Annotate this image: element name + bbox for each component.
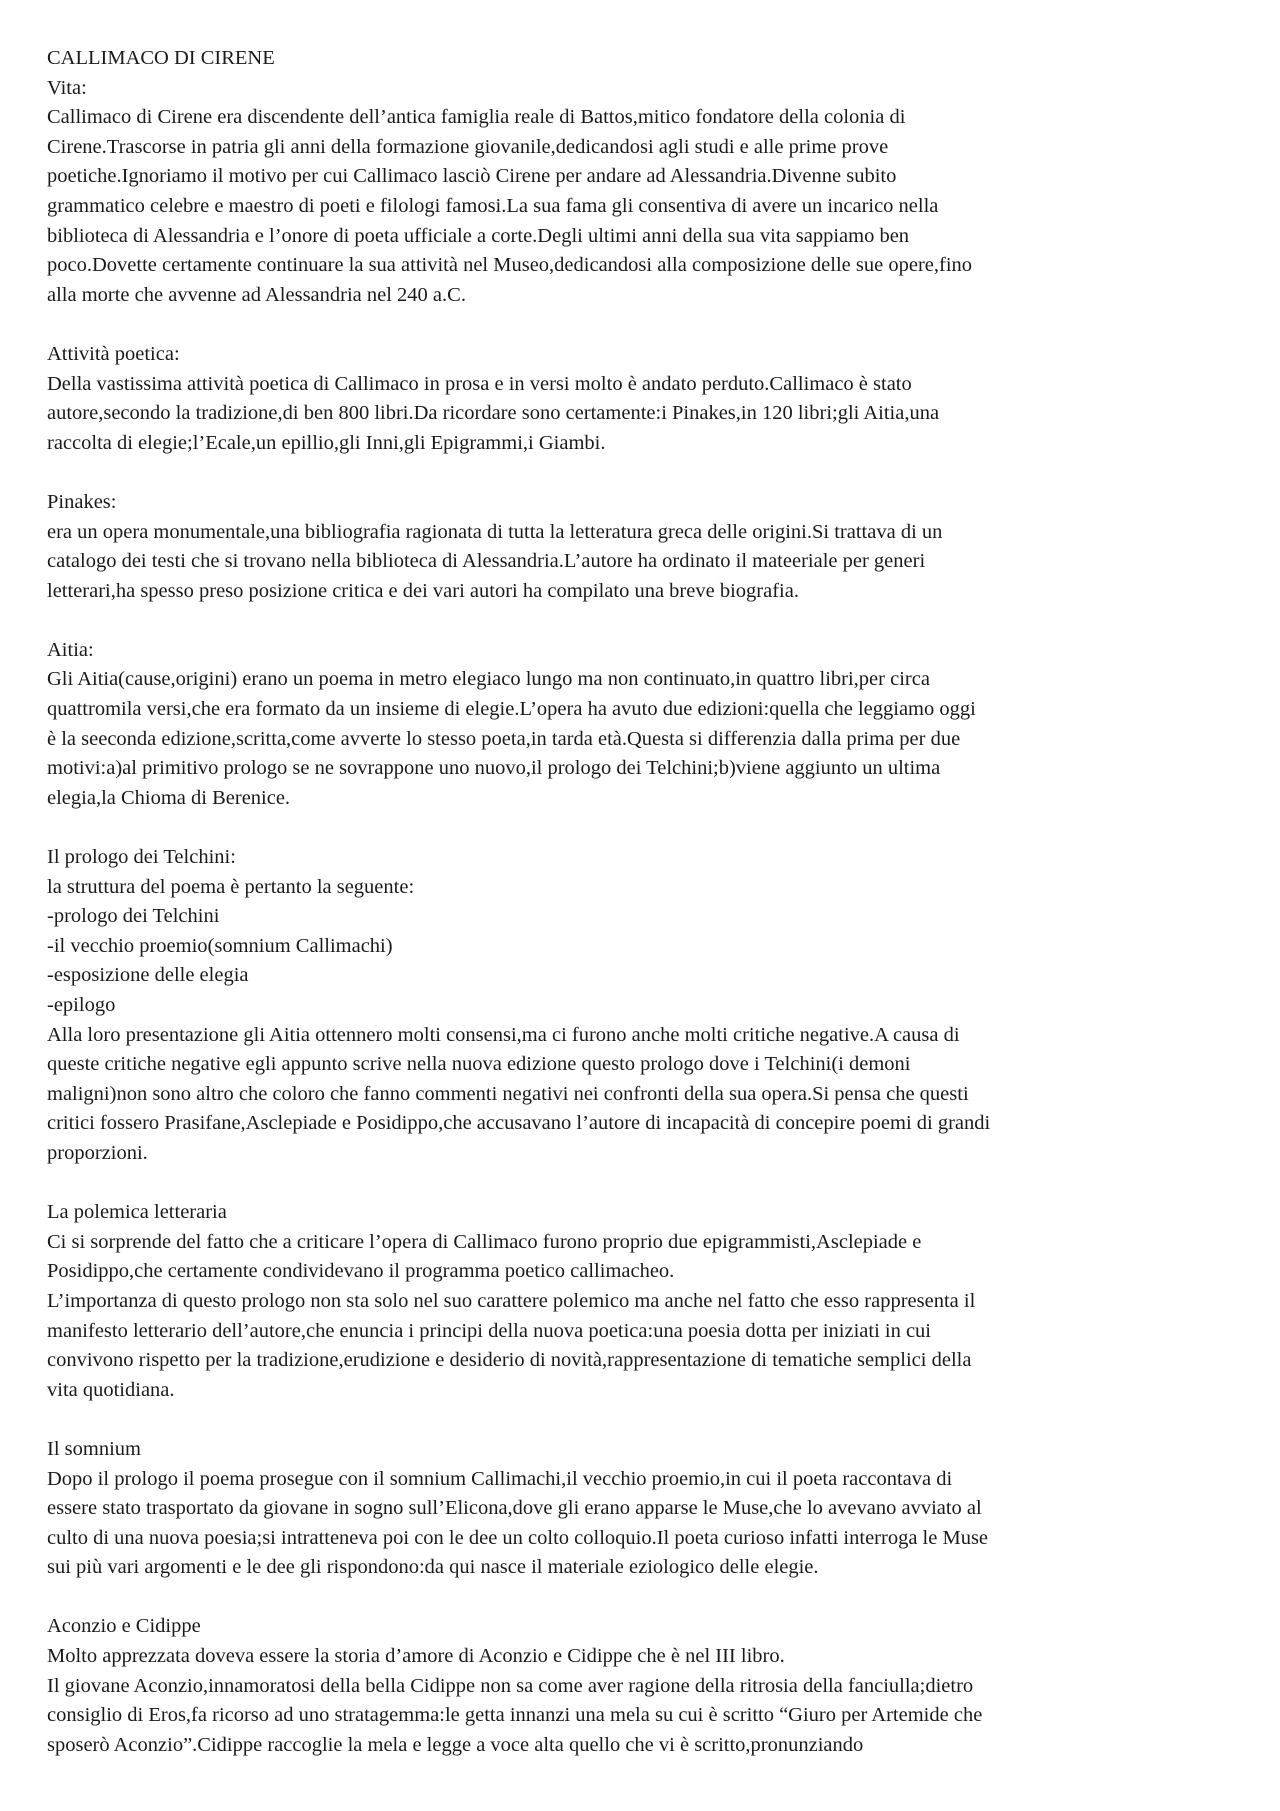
text-line: catalogo dei testi che si trovano nella biblioteca di Alessandria.L’autore ha ordinato il mateeriale per generi <box>47 550 926 573</box>
text-line: era un opera monumentale,una bibliografia ragionata di tutta la letteratura greca delle origini.Si trattava di un <box>47 520 943 543</box>
text-line: manifesto letterario dell’autore,che enuncia i principi della nuova poetica:una poesia dotta per iniziati in cui <box>47 1319 932 1342</box>
list-item: -epilogo <box>47 994 116 1016</box>
text-line: sui più vari argomenti e le dee gli rispondono:da qui nasce il materiale eziologico delle elegie. <box>47 1556 819 1579</box>
text-line: poetiche.Ignoriamo il motivo per cui Callimaco lasciò Cirene per andare ad Alessandria.Divenne subito <box>47 165 897 188</box>
paragraph-gap <box>47 606 1247 636</box>
text-line: consiglio di Eros,fa ricorso ad uno stratagemma:le getta innanzi una mela su cui è scritto “Giuro per Artemide che <box>47 1704 983 1727</box>
paragraph-gap <box>47 1405 1247 1435</box>
text-line: la struttura del poema è pertanto la seguente: <box>47 875 415 898</box>
list-item: -esposizione delle elegia <box>47 964 249 987</box>
text-line: vita quotidiana. <box>47 1378 175 1401</box>
text-line: autore,secondo la tradizione,di ben 800 libri.Da ricordare sono certamente:i Pinakes,in 120 libri;gli Aitia,una <box>47 402 940 425</box>
paragraph-gap <box>47 310 1247 340</box>
text-line: proporzioni. <box>47 1141 148 1164</box>
document-page <box>47 44 1247 1760</box>
text-line: Alla loro presentazione gli Aitia ottennero molti consensi,ma ci furono anche molti critiche negative.A causa di <box>47 1023 960 1046</box>
text-line: Ci si sorprende del fatto che a criticare l’opera di Callimaco furono proprio due epigrammisti,Asclepiade e <box>47 1230 922 1253</box>
document-title: CALLIMACO DI CIRENE <box>47 47 275 69</box>
text-line: Dopo il prologo il poema prosegue con il somnium Callimachi,il vecchio proemio,in cui il poeta raccontava di <box>47 1467 953 1490</box>
list-item: -il vecchio proemio(somnium Callimachi) <box>47 934 393 957</box>
text-line: maligni)non sono altro che coloro che fanno commenti negativi nei confronti della sua opera.Si pensa che questi <box>47 1082 969 1105</box>
text-line: raccolta di elegie;l’Ecale,un epillio,gli Inni,gli Epigrammi,i Giambi. <box>47 431 606 454</box>
text-line: convivono rispetto per la tradizione,erudizione e desiderio di novità,rappresentazione di tematiche semplici della <box>47 1349 972 1372</box>
text-line: letterari,ha spesso preso posizione critica e dei vari autori ha compilato una breve biografia. <box>47 579 799 602</box>
text-line: Posidippo,che certamente condividevano il programma poetico callimacheo. <box>47 1260 675 1283</box>
section-heading: Aitia: <box>47 638 94 661</box>
text-line: Gli Aitia(cause,origini) erano un poema in metro elegiaco lungo ma non continuato,in quattro libri,per circa <box>47 668 930 691</box>
section-heading: Aconzio e Cidippe <box>47 1615 201 1638</box>
text-line: quattromila versi,che era formato da un insieme di elegie.L’opera ha avuto due edizioni:quella che leggiamo oggi <box>47 698 976 721</box>
section-heading: Pinakes: <box>47 490 117 513</box>
text-line: alla morte che avvenne ad Alessandria nel 240 a.C. <box>47 283 466 306</box>
text-line: è la seeconda edizione,scritta,come avverte lo stesso poeta,in tarda età.Questa si differenzia dalla prima per due <box>47 727 961 750</box>
text-line: L’importanza di questo prologo non sta solo nel suo carattere polemico ma anche nel fatto che esso rappresenta il <box>47 1289 976 1312</box>
text-line: motivi:a)al primitivo prologo se ne sovrappone uno nuovo,il prologo dei Telchini;b)viene aggiunto un ultima <box>47 757 941 780</box>
section-heading: Vita: <box>47 76 87 99</box>
text-line: culto di una nuova poesia;si intratteneva poi con le dee un colto colloquio.Il poeta curioso infatti interroga le Muse <box>47 1526 989 1549</box>
text-line: sposerò Aconzio”.Cidippe raccoglie la mela e legge a voce alta quello che vi è scritto,pronunziando <box>47 1733 864 1756</box>
section-heading: Il prologo dei Telchini: <box>47 846 236 869</box>
paragraph-gap <box>47 1169 1247 1199</box>
text-line: elegia,la Chioma di Berenice. <box>47 786 291 809</box>
paragraph-gap <box>47 1583 1247 1613</box>
text-line: essere stato trasportato da giovane in sogno sull’Elicona,dove gli erano apparse le Muse,che lo avevano avviato al <box>47 1497 982 1520</box>
text-line: grammatico celebre e maestro di poeti e filologi famosi.La sua fama gli consentiva di avere un incarico nella <box>47 194 939 217</box>
section-heading: La polemica letteraria <box>47 1201 227 1224</box>
text-line: Callimaco di Cirene era discendente dell’antica famiglia reale di Battos,mitico fondatore della colonia di <box>47 106 906 129</box>
paragraph-gap <box>47 458 1247 488</box>
paragraph-gap <box>47 813 1247 843</box>
text-line: queste critiche negative egli appunto scrive nella nuova edizione questo prologo dove i Telchini(i demoni <box>47 1053 911 1076</box>
text-line: biblioteca di Alessandria e l’onore di poeta ufficiale a corte.Degli ultimi anni della sua vita sappiamo ben <box>47 224 910 247</box>
text-line: Della vastissima attività poetica di Callimaco in prosa e in versi molto è andato perduto.Callimaco è stato <box>47 372 912 395</box>
text-line: Il giovane Aconzio,innamoratosi della bella Cidippe non sa come aver ragione della ritrosia della fanciulla;dietro <box>47 1674 974 1697</box>
text-line: critici fossero Prasifane,Asclepiade e Posidippo,che accusavano l’autore di incapacità di concepire poemi di grandi <box>47 1112 991 1135</box>
text-line: Cirene.Trascorse in patria gli anni della formazione giovanile,dedicandosi agli studi e alle prime prove <box>47 135 889 158</box>
section-heading: Il somnium <box>47 1437 141 1460</box>
text-line: Molto apprezzata doveva essere la storia d’amore di Aconzio e Cidippe che è nel III libro. <box>47 1645 785 1668</box>
text-line: poco.Dovette certamente continuare la sua attività nel Museo,dedicandosi alla composizione delle sue opere,fino <box>47 254 973 277</box>
list-item: -prologo dei Telchini <box>47 905 220 928</box>
section-heading: Attività poetica: <box>47 342 180 365</box>
